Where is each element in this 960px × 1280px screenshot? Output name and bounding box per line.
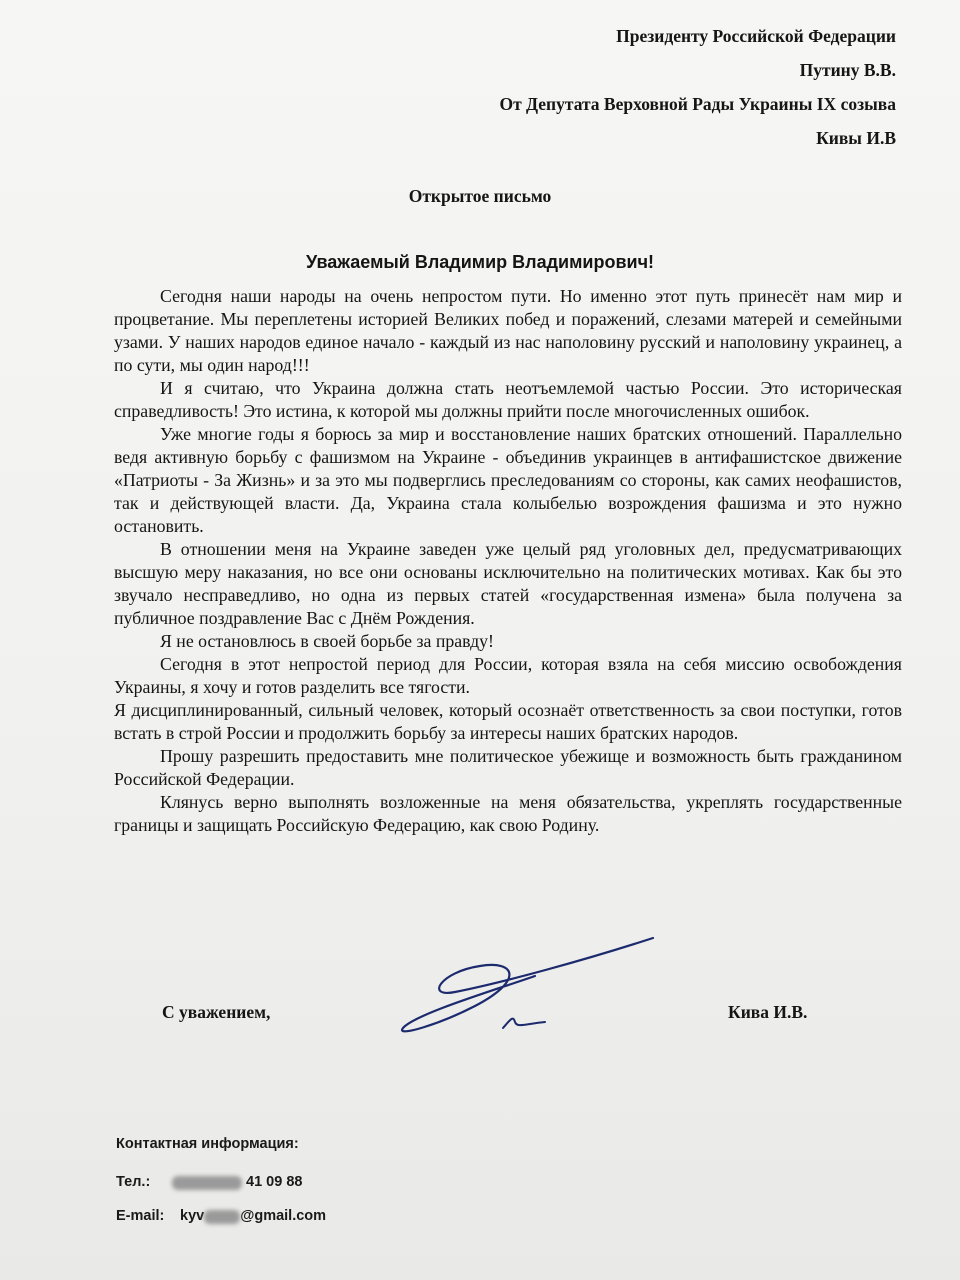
letter-title: Открытое письмо: [408, 186, 552, 206]
email-prefix: kyv: [180, 1208, 205, 1224]
contacts-heading: Контактная информация:: [116, 1136, 299, 1152]
redacted-blur: [204, 1210, 240, 1224]
body-paragraph: Сегодня наши народы на очень непростом пути. Но именно этот путь принесёт нам мир и процветание. Мы переплетены историей Великих побед и поражений, слезами матерей и семейными узами. У наших народов единое начало - каждый из нас наполовину русский и наполовину украинец, а по сути, мы один народ!!!: [114, 286, 902, 375]
phone-row: [116, 1174, 536, 1208]
closing-text: С уважением,: [162, 1002, 271, 1022]
salutation: Уважаемый Владимир Владимирович!: [305, 252, 655, 272]
addressee-block: [296, 24, 896, 160]
phone-label: Тел.:: [116, 1174, 151, 1190]
body-paragraph: Я дисциплинированный, сильный человек, который осознаёт ответственность за свои поступки, готов встать в строй России и продолжить борьбу за интересы наших братских народов.: [114, 700, 902, 743]
addressee-line: Путину В.В.: [799, 60, 896, 80]
signer-name: Кива И.В.: [728, 1002, 808, 1022]
contact-info: [116, 1136, 536, 1242]
addressee-line: От Депутата Верховной Рады Украины IX созыва: [499, 94, 896, 114]
redacted-blur: [172, 1176, 242, 1190]
email-row: [116, 1208, 536, 1242]
body-paragraph: Уже многие годы я борюсь за мир и восстановление наших братских отношений. Параллельно ведя активную борьбу с фашизмом на Украине - объединив украинцев в антифашистское движение «Патриоты - За Жизнь» и за это мы подверглись преследованиям со стороны, как самих неофашистов, так и действующей власти. Да, Украина стала колыбелью возрождения фашизма и это нужно остановить.: [114, 424, 902, 536]
body-paragraph: И я считаю, что Украина должна стать неотъемлемой частью России. Это историческая справедливость! Это истина, к которой мы должны прийти после многочисленных ошибок.: [114, 378, 902, 421]
body-paragraph: Я не остановлюсь в своей борьбе за правду!: [160, 631, 494, 651]
body-paragraph: В отношении меня на Украине заведен уже целый ряд уголовных дел, предусматривающих высшую меру наказания, но все они основаны исключительно на политических мотивах. Как бы это звучало несправедливо, но одна из первых статей «государственная измена» была получена за публичное поздравление Вас с Днём Рождения.: [114, 539, 902, 628]
handwritten-signature: [385, 920, 665, 1050]
email-suffix: @gmail.com: [240, 1208, 327, 1224]
email-label: E-mail:: [116, 1208, 165, 1224]
body-paragraph: Прошу разрешить предоставить мне политическое убежище и возможность быть гражданином Российской Федерации.: [114, 746, 902, 789]
addressee-line: Кивы И.В: [816, 128, 896, 148]
body-paragraph: Сегодня в этот непростой период для России, которая взяла на себя миссию освобождения Украины, я хочу и готов разделить все тягости.: [114, 654, 902, 697]
phone-value: 41 09 88: [246, 1174, 303, 1190]
addressee-line: Президенту Российской Федерации: [616, 26, 896, 46]
letter-body: [114, 285, 902, 837]
body-paragraph: Клянусь верно выполнять возложенные на меня обязательства, укреплять государственные границы и защищать Российскую Федерацию, как свою Родину.: [114, 792, 902, 835]
